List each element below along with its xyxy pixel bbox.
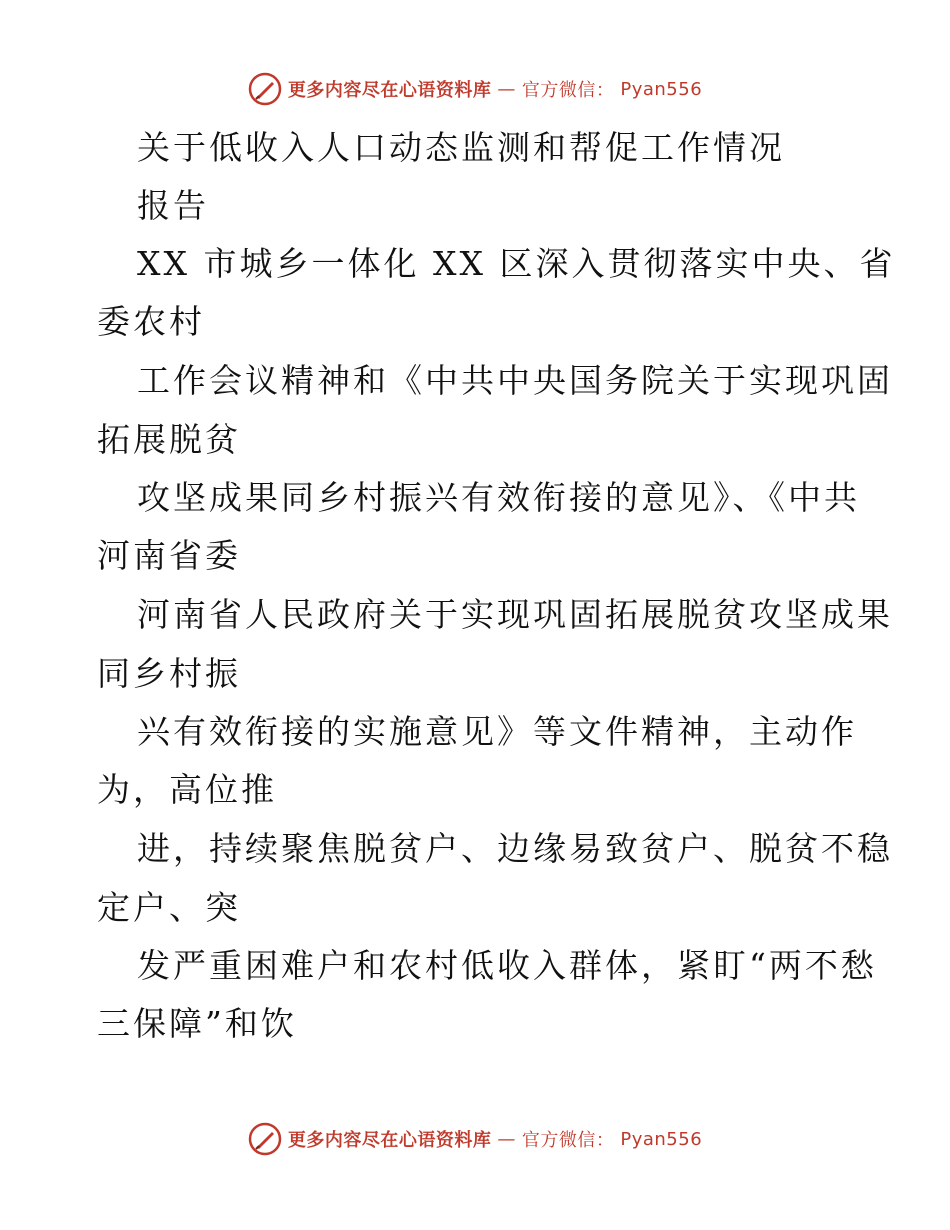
paragraph-line: 进，持续聚焦脱贫户、边缘易致贫户、脱贫不稳: [137, 829, 893, 868]
watermark-main-text: 更多内容尽在心语资料库: [287, 80, 492, 101]
paragraph-line: 发严重困难户和农村低收入群体，紧盯“两不愁: [137, 946, 877, 985]
watermark-main-text: 更多内容尽在心语资料库: [287, 1130, 492, 1151]
watermark-wechat-id: Pyan556: [620, 1128, 703, 1150]
paragraph-line: 攻坚成果同乡村振兴有效衔接的意见》、《中共: [137, 478, 860, 517]
watermark-wechat-label: 官方微信：: [521, 80, 615, 101]
quill-logo-icon: [248, 1122, 282, 1156]
paragraph-line: 河南省委: [97, 536, 241, 575]
paragraph-line: 三保障”和饮: [97, 1004, 297, 1043]
paragraph-line: 工作会议精神和《中共中央国务院关于实现巩固: [137, 361, 893, 400]
paragraph-line: 拓展脱贫: [97, 420, 241, 459]
paragraph-line: 委农村: [97, 302, 205, 341]
paragraph-line: 兴有效衔接的实施意见》等文件精神，主动作: [137, 712, 857, 751]
paragraph-line: 为，高位推: [97, 770, 277, 809]
paragraph-line: 定户、突: [97, 888, 241, 927]
paragraph-line: 同乡村振: [97, 654, 241, 693]
footer-watermark: [0, 1122, 950, 1156]
paragraph-line: XX 市城乡一体化 XX 区深入贯彻落实中央、省: [137, 244, 896, 283]
document-title-line-2: 报告: [137, 186, 209, 225]
document-title-line-1: 关于低收入人口动态监测和帮促工作情况: [137, 128, 785, 167]
watermark-wechat-id: Pyan556: [620, 78, 703, 100]
header-watermark: [0, 72, 950, 106]
watermark-dash: —: [497, 78, 516, 100]
paragraph-line: 河南省人民政府关于实现巩固拓展脱贫攻坚成果: [137, 595, 893, 634]
quill-logo-icon: [248, 72, 282, 106]
watermark-dash: —: [497, 1128, 516, 1150]
watermark-wechat-label: 官方微信：: [521, 1130, 615, 1151]
